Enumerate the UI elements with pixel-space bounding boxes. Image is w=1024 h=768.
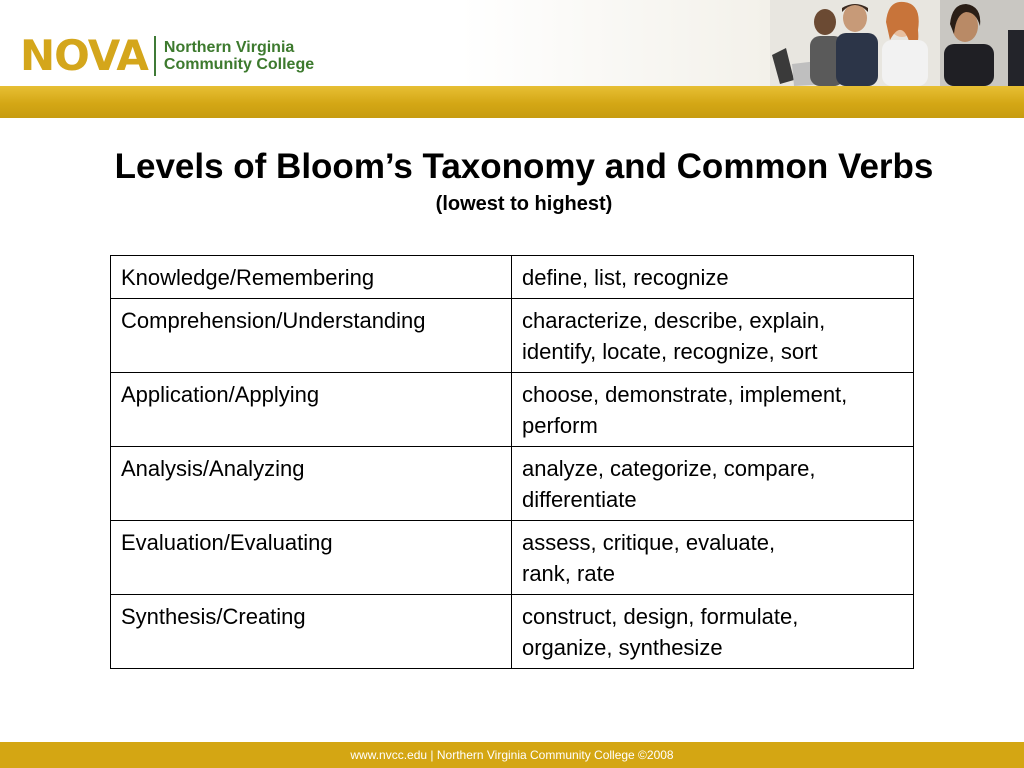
table-row: [111, 373, 914, 447]
nova-logo[interactable]: [20, 31, 315, 80]
verbs-line: differentiate: [522, 487, 637, 512]
table-row: [111, 595, 914, 669]
logo-divider: [154, 36, 156, 76]
verbs-line: identify, locate, recognize, sort: [522, 339, 818, 364]
level-cell: Knowledge/Remembering: [111, 256, 512, 299]
verbs-line: organize, synthesize: [522, 635, 723, 660]
level-cell: Synthesis/Creating: [111, 595, 512, 669]
taxonomy-table: [110, 255, 914, 669]
verbs-line: define, list, recognize: [522, 265, 729, 290]
footer-bar: [0, 742, 1024, 768]
header-gold-band: [0, 86, 1024, 118]
verbs-cell: [512, 595, 914, 669]
verbs-line: characterize, describe, explain,: [522, 308, 826, 333]
slide-subtitle: (lowest to highest): [435, 193, 613, 215]
footer-text: www.nvcc.edu | Northern Virginia Community College ©2008: [350, 748, 674, 762]
table-row: [111, 521, 914, 595]
slide-title: Levels of Bloom’s Taxonomy and Common Verbs: [114, 147, 934, 186]
verbs-line: choose, demonstrate, implement,: [522, 382, 848, 407]
table-row: [111, 256, 914, 299]
level-cell: Application/Applying: [111, 373, 512, 447]
students-photo: [770, 0, 1024, 86]
verbs-cell: [512, 299, 914, 373]
verbs-cell: [512, 256, 914, 299]
level-cell: Evaluation/Evaluating: [111, 521, 512, 595]
verbs-line: construct, design, formulate,: [522, 604, 799, 629]
table-row: [111, 299, 914, 373]
table-row: [111, 447, 914, 521]
verbs-cell: [512, 373, 914, 447]
verbs-line: perform: [522, 413, 598, 438]
logo-line-1: Northern Virginia: [163, 39, 295, 56]
verbs-line: assess, critique, evaluate,: [522, 530, 776, 555]
level-cell: Analysis/Analyzing: [111, 447, 512, 521]
verbs-line: rank, rate: [522, 561, 615, 586]
logo-college-name: [164, 39, 314, 73]
logo-line-2: Community College: [163, 56, 315, 73]
logo-wordmark: NOVA: [20, 31, 148, 80]
verbs-cell: [512, 447, 914, 521]
verbs-cell: [512, 521, 914, 595]
level-cell: Comprehension/Understanding: [111, 299, 512, 373]
verbs-line: analyze, categorize, compare,: [522, 456, 816, 481]
header-banner: [0, 0, 1024, 86]
